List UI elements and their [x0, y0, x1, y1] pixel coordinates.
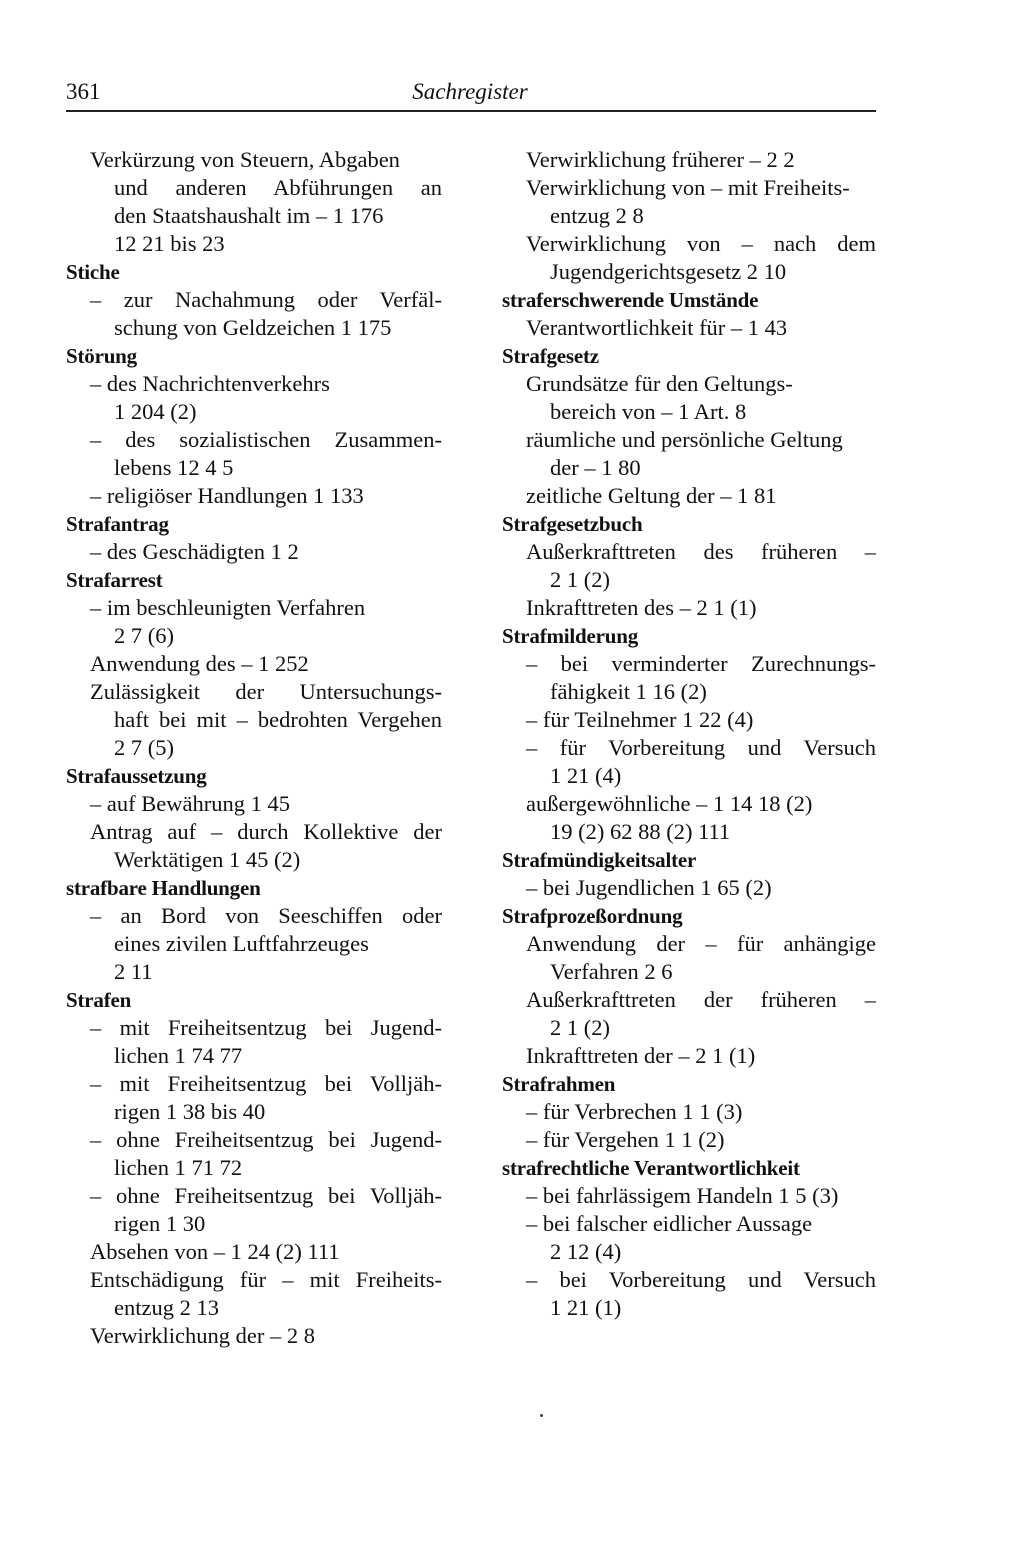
- index-entry: den Staatshaushalt im – 1 176: [114, 203, 384, 228]
- index-entry: Jugendgerichtsgesetz 2 10: [550, 259, 787, 284]
- index-entry: – bei Vorbereitung und Versuch: [526, 1267, 876, 1292]
- index-entry: – des sozialistischen Zusammen-: [90, 427, 442, 452]
- index-entry: entzug 2 8: [550, 203, 644, 228]
- index-entry: 2 11: [114, 959, 153, 984]
- index-entry: Verantwortlichkeit für – 1 43: [526, 315, 788, 340]
- index-entry: außergewöhnliche – 1 14 18 (2): [526, 791, 813, 816]
- index-entry: der – 1 80: [550, 455, 641, 480]
- index-entry: 19 (2) 62 88 (2) 111: [550, 819, 731, 844]
- index-heading: Stiche: [66, 260, 120, 284]
- index-entry: Verwirklichung früherer – 2 2: [526, 147, 795, 172]
- index-entry: und anderen Abführungen an: [114, 175, 442, 200]
- index-entry: schung von Geldzeichen 1 175: [114, 315, 392, 340]
- stray-mark: [540, 1414, 543, 1417]
- index-entry: 2 1 (2): [550, 567, 610, 592]
- index-entry: lichen 1 74 77: [114, 1043, 243, 1068]
- index-entry: 2 7 (5): [114, 735, 174, 760]
- index-heading: Strafarrest: [66, 568, 163, 592]
- index-heading: strafrechtliche Verantwortlichkeit: [502, 1156, 800, 1180]
- index-heading: Strafprozeßordnung: [502, 904, 683, 928]
- left-column: [66, 146, 442, 1350]
- header-rule: [66, 110, 876, 112]
- index-heading: straferschwerende Umstände: [502, 288, 759, 312]
- index-entry: haft bei mit – bedrohten Vergehen: [114, 707, 442, 732]
- index-entry: – auf Bewährung 1 45: [90, 791, 290, 816]
- index-entry: 1 204 (2): [114, 399, 197, 424]
- index-entry: eines zivilen Luftfahrzeuges: [114, 931, 369, 956]
- index-entry: rigen 1 38 bis 40: [114, 1099, 266, 1124]
- index-entry: – des Nachrichtenverkehrs: [90, 371, 330, 396]
- index-entry: – ohne Freiheitsentzug bei Volljäh-: [90, 1183, 442, 1208]
- index-entry: – für Vorbereitung und Versuch: [526, 735, 876, 760]
- index-entry: – bei verminderter Zurechnungs-: [526, 651, 876, 676]
- page-header: [66, 78, 874, 110]
- index-entry: – bei fahrlässigem Handeln 1 5 (3): [526, 1183, 839, 1208]
- index-heading: Strafaussetzung: [66, 764, 207, 788]
- index-entry: Zulässigkeit der Untersuchungs-: [90, 679, 442, 704]
- index-entry: Werktätigen 1 45 (2): [114, 847, 301, 872]
- index-heading: Strafmilderung: [502, 624, 639, 648]
- page-number: 361: [66, 79, 101, 104]
- index-heading: strafbare Handlungen: [66, 876, 261, 900]
- index-entry: 2 12 (4): [550, 1239, 622, 1264]
- index-entry: 2 1 (2): [550, 1015, 610, 1040]
- index-entry: 12 21 bis 23: [114, 231, 225, 256]
- index-entry: Verwirklichung der – 2 8: [90, 1323, 315, 1348]
- index-entry: Inkrafttreten des – 2 1 (1): [526, 595, 757, 620]
- index-heading: Störung: [66, 344, 137, 368]
- index-entry: – im beschleunigten Verfahren: [90, 595, 366, 620]
- index-entry: – zur Nachahmung oder Verfäl-: [90, 287, 442, 312]
- index-entry: rigen 1 30: [114, 1211, 206, 1236]
- index-entry: – bei Jugendlichen 1 65 (2): [526, 875, 772, 900]
- index-entry: entzug 2 13: [114, 1295, 219, 1320]
- index-heading: Strafen: [66, 988, 132, 1012]
- index-entry: lebens 12 4 5: [114, 455, 234, 480]
- index-entry: – des Geschädigten 1 2: [90, 539, 299, 564]
- index-heading: Strafantrag: [66, 512, 169, 536]
- index-entry: Anwendung der – für anhängige: [526, 931, 876, 956]
- index-entry: Antrag auf – durch Kollektive der: [90, 819, 442, 844]
- index-entry: Verkürzung von Steuern, Abgaben: [90, 147, 400, 172]
- index-entry: – religiöser Handlungen 1 133: [90, 483, 364, 508]
- index-entry: Außerkrafttreten der früheren –: [526, 987, 876, 1012]
- running-head: Sachregister: [412, 79, 528, 104]
- index-entry: – an Bord von Seeschiffen oder: [90, 903, 442, 928]
- index-entry: Verwirklichung von – mit Freiheits-: [526, 175, 850, 200]
- index-entry: fähigkeit 1 16 (2): [550, 679, 707, 704]
- index-entry: 1 21 (4): [550, 763, 622, 788]
- index-heading: Strafmündigkeitsalter: [502, 848, 697, 872]
- index-entry: Außerkrafttreten des früheren –: [526, 539, 876, 564]
- index-entry: Entschädigung für – mit Freiheits-: [90, 1267, 442, 1292]
- index-heading: Strafgesetz: [502, 344, 599, 368]
- index-entry: Verwirklichung von – nach dem: [526, 231, 876, 256]
- index-entry: Grundsätze für den Geltungs-: [526, 371, 793, 396]
- index-entry: Inkrafttreten der – 2 1 (1): [526, 1043, 756, 1068]
- index-entry: – mit Freiheitsentzug bei Jugend-: [90, 1015, 442, 1040]
- index-entry: zeitliche Geltung der – 1 81: [526, 483, 777, 508]
- index-entry: – ohne Freiheitsentzug bei Jugend-: [90, 1127, 442, 1152]
- index-entry: 2 7 (6): [114, 623, 174, 648]
- index-entry: – bei falscher eidlicher Aussage: [526, 1211, 813, 1236]
- index-entry: Absehen von – 1 24 (2) 111: [90, 1239, 340, 1264]
- index-entry: Anwendung des – 1 252: [90, 651, 309, 676]
- index-entry: – für Vergehen 1 1 (2): [526, 1127, 725, 1152]
- index-entry: – mit Freiheitsentzug bei Volljäh-: [90, 1071, 442, 1096]
- index-entry: Verfahren 2 6: [550, 959, 673, 984]
- index-entry: – für Verbrechen 1 1 (3): [526, 1099, 743, 1124]
- index-entry: – für Teilnehmer 1 22 (4): [526, 707, 754, 732]
- index-heading: Strafgesetzbuch: [502, 512, 643, 536]
- right-column: [502, 146, 876, 1322]
- index-entry: lichen 1 71 72: [114, 1155, 243, 1180]
- index-entry: 1 21 (1): [550, 1295, 622, 1320]
- index-entry: räumliche und persönliche Geltung: [526, 427, 843, 452]
- index-entry: bereich von – 1 Art. 8: [550, 399, 747, 424]
- index-heading: Strafrahmen: [502, 1072, 616, 1096]
